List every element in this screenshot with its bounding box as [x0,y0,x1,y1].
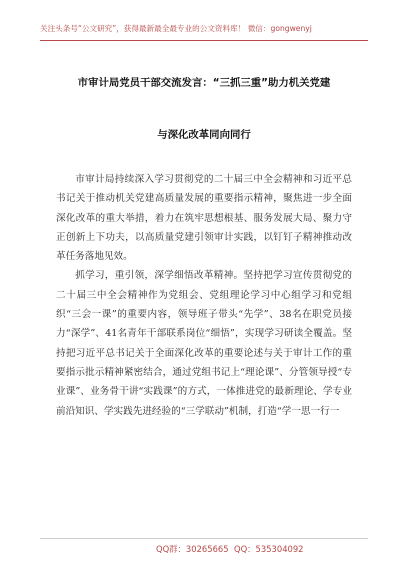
document-title-line-2: 与深化改革同向同行 [157,129,251,141]
header-divider [40,40,368,41]
header-banner: 关注头条号“公文研究”，获得最新最全最专业的公文资料库！ 微信：gongwenyj [40,24,312,33]
footer-qq-group: QQ群：30265665 [156,544,229,554]
footer-divider [40,538,368,539]
paragraph: 抓学习，重引领，深学细悟改革精神。坚持把学习宣传贯彻党的二十届三中全会精神作为党组会、党组理论学习中心组学习和党组织“三会一课”的重要内容，领导班子带头“先学”、38名在职党员接力“深学”、41名青年干部联系岗位“细悟”，实现学习研读全覆盖。坚持把习近平总书记关于全面深化改革的重要论述与关于审计工作的重要指示批示精神紧密结合，通过党组书记上“理论课”、分管领导授“专业课”、业务骨干讲“实践课”的方式，一体推进党的最新理论、学专业前沿知识、学实践先进经验的“三学联动”机制，打造“学一思一行一 [56,270,352,417]
document-body [56,170,352,421]
paragraph: 市审计局持续深入学习贯彻党的二十届三中全会精神和习近平总书记关于推动机关党建高质量发展的重要指示精神，聚焦进一步全面深化改革的重大举措，着力在筑牢思想根基、服务发展大局、聚力守正创新上下功夫，以高质量党建引领审计实践，以钉钉子精神推动改革任务落地见效。 [56,174,352,263]
document-title-line-1: 市审计局党员干部交流发言：“三抓三重”助力机关党建 [77,77,331,89]
footer-qq-number: QQ：535304092 [234,544,304,554]
footer-contact [0,541,408,557]
